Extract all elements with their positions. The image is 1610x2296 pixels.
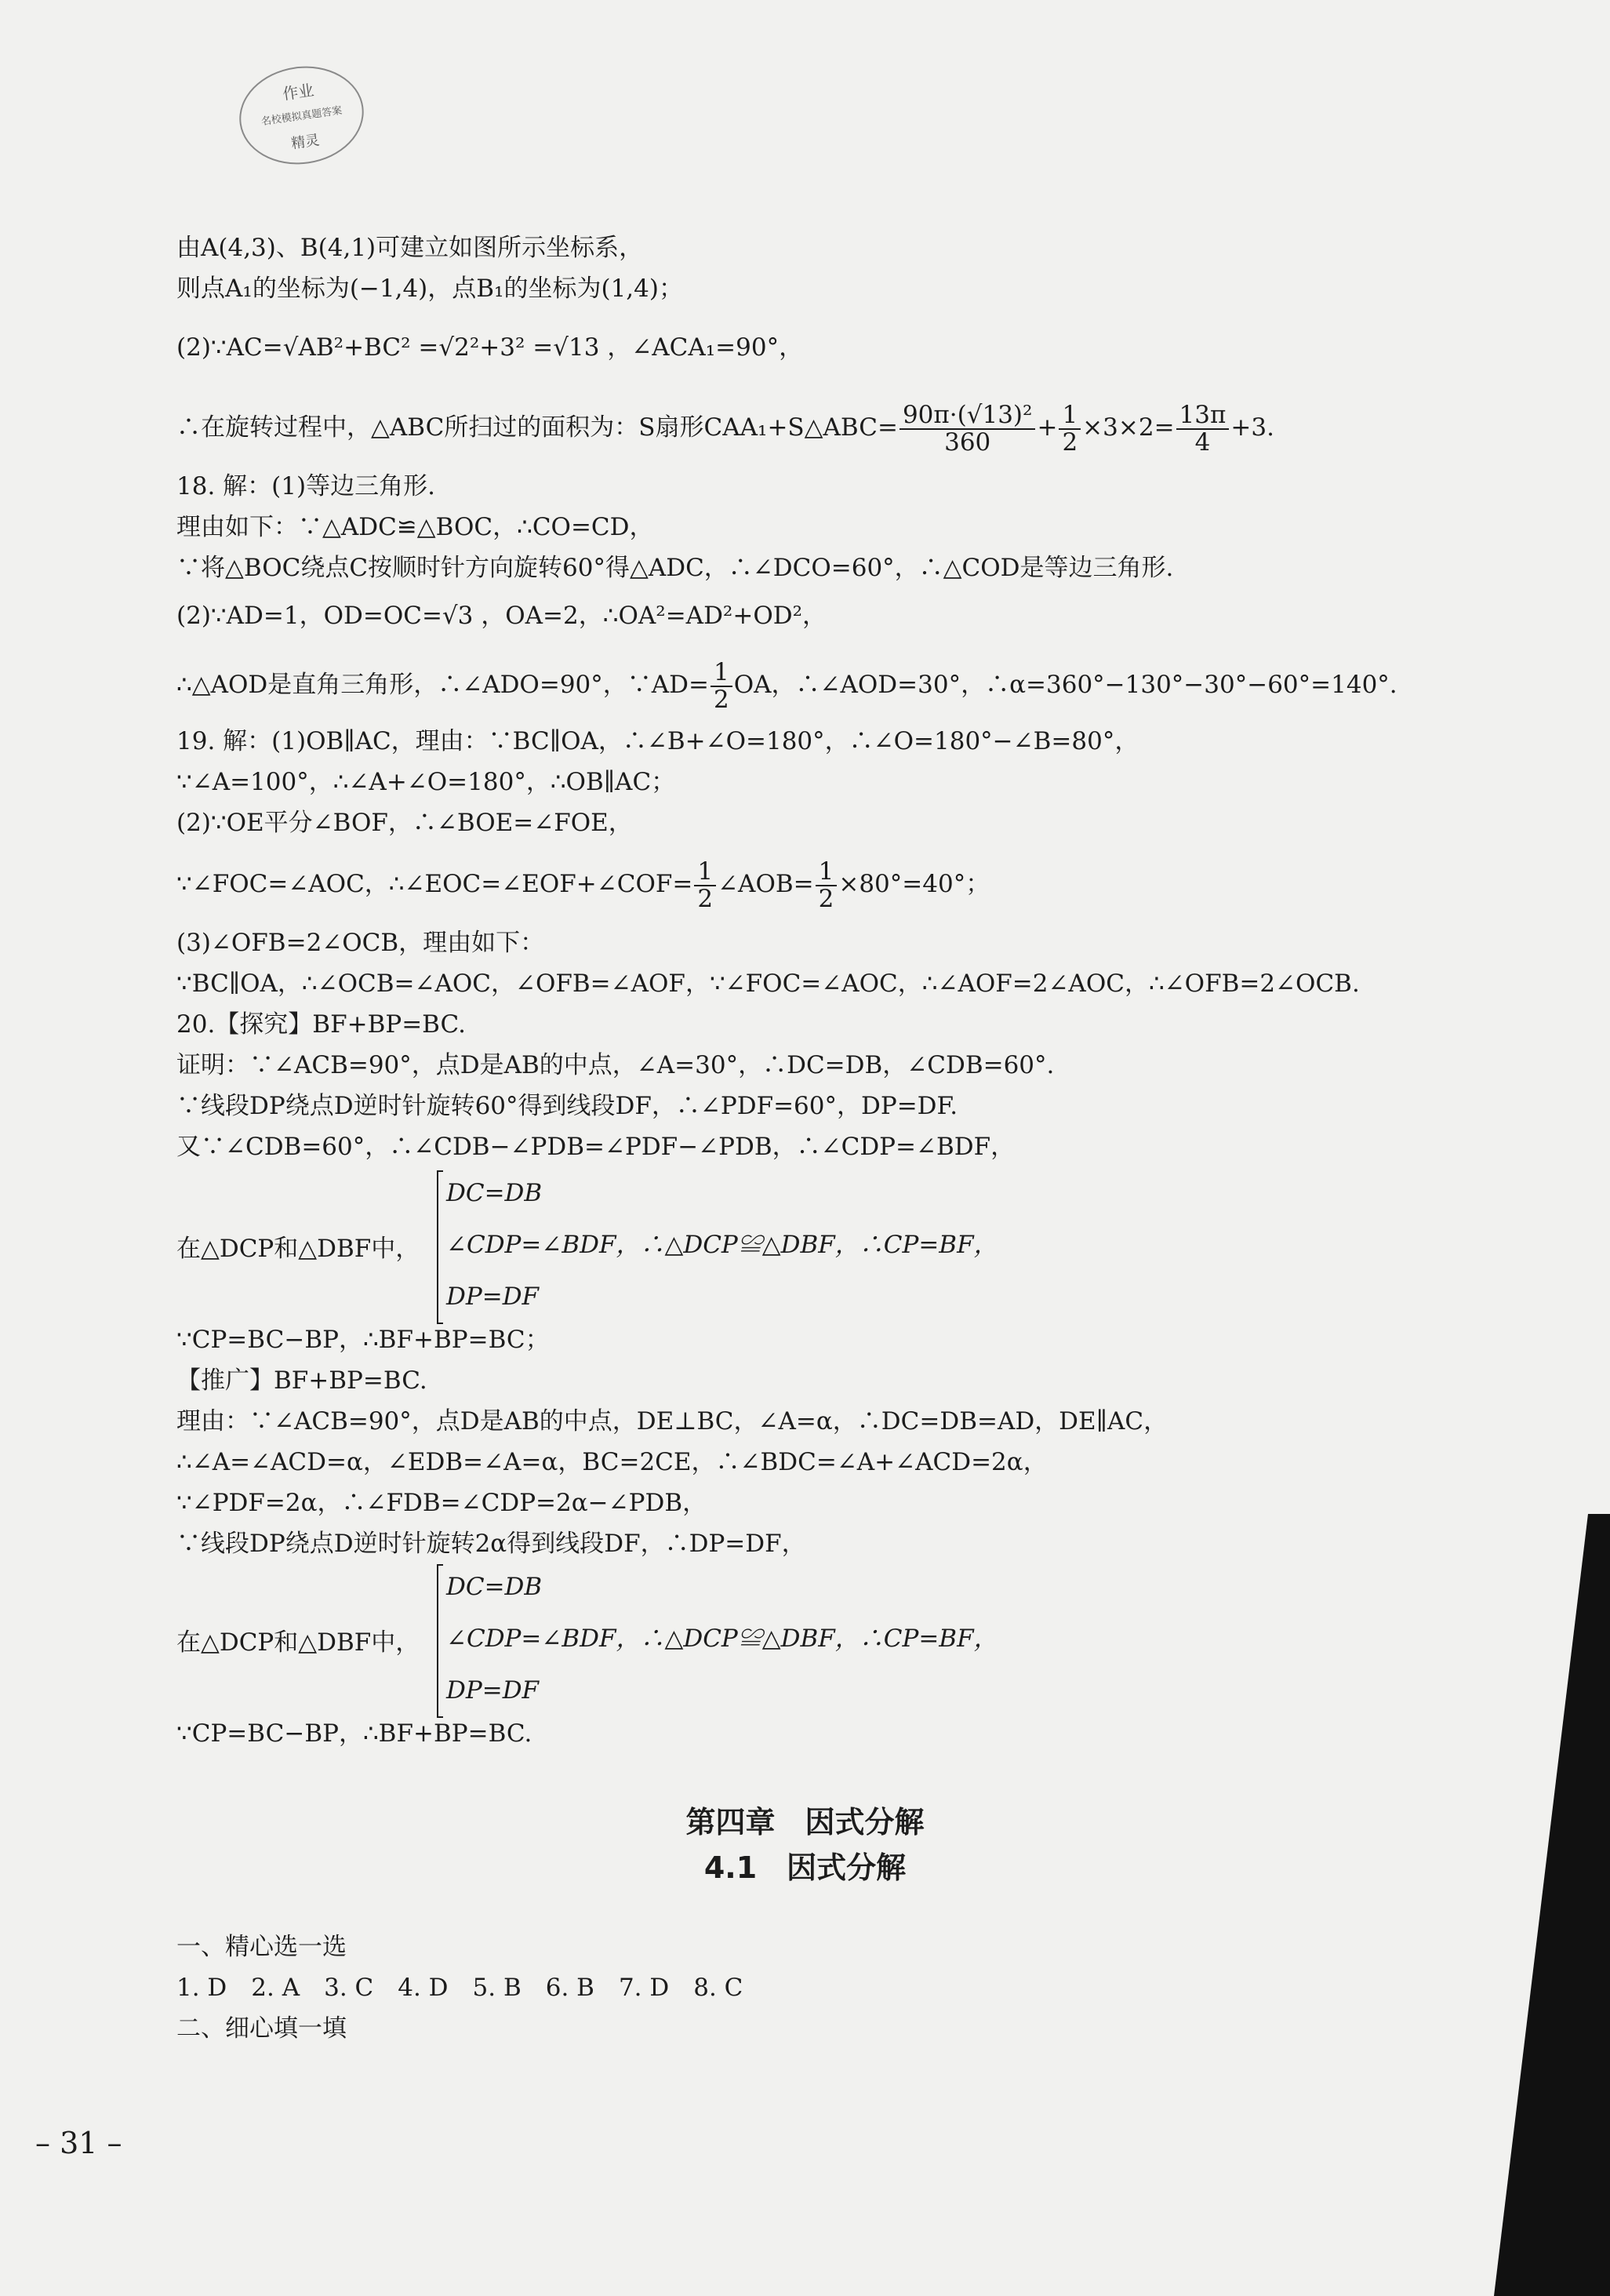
- fraction-denominator: 360: [944, 428, 991, 457]
- fraction-denominator: 2: [818, 884, 834, 913]
- system-row: DC=DB: [446, 1573, 543, 1601]
- text-line: 又∵∠CDB=60°，∴∠CDB−∠PDB=∠PDF−∠PDB，∴∠CDP=∠BDF，: [176, 1133, 1016, 1161]
- fraction-numerator: 13π: [1176, 402, 1230, 430]
- system-row: DP=DF: [446, 1283, 540, 1311]
- text-line: ∵∠A=100°，∴∠A+∠O=180°，∴OB∥AC；: [176, 768, 676, 796]
- text-line: (2)∵AD=1，OD=OC=√3 ，OA=2，∴OA²=AD²+OD²，: [176, 602, 827, 630]
- system-label: 在△DCP和△DBF中，: [176, 1628, 420, 1657]
- text-line: 证明：∵∠ACB=90°，点D是AB的中点，∠A=30°，∴DC=DB，∠CDB=60°.: [176, 1051, 1055, 1079]
- stamp-top-text: 作业: [281, 80, 315, 104]
- system-rows: [446, 1561, 998, 1716]
- formula-text: OA，∴∠AOD=30°，∴α=360°−130°−30°−60°=140°.: [733, 671, 1397, 699]
- text-line: 18. 解：(1)等边三角形.: [176, 472, 435, 500]
- fraction-numerator: 1: [694, 859, 716, 886]
- fraction-denominator: 4: [1194, 428, 1211, 457]
- formula-text: +3.: [1230, 413, 1274, 442]
- fraction-numerator: 1: [711, 660, 732, 687]
- fraction-denominator: 2: [714, 685, 729, 714]
- fraction: [1176, 402, 1230, 455]
- text-line: (3)∠OFB=2∠OCB，理由如下：: [176, 929, 545, 957]
- text-line: 19. 解：(1)OB∥AC，理由：∵BC∥OA，∴∠B+∠O=180°，∴∠O=180°−∠B=80°，: [176, 727, 1139, 755]
- text-line: ∴∠A=∠ACD=α，∠EDB=∠A=α，BC=2CE，∴∠BDC=∠A+∠ACD=2α，: [176, 1448, 1048, 1476]
- fraction-denominator: 2: [697, 884, 714, 913]
- text-line: 则点A₁的坐标为(−1,4)，点B₁的坐标为(1,4)；: [176, 275, 683, 303]
- formula-text: ∴△AOD是直角三角形，∴∠ADO=90°，∵AD=: [176, 671, 709, 699]
- fraction: [1059, 402, 1081, 455]
- formula-text: ×80°=40°；: [838, 870, 990, 898]
- exercise-part-heading: 一、精心选一选: [176, 1933, 347, 1961]
- text-line: ∵∠PDF=2α，∴∠FDB=∠CDP=2α−∠PDB，: [176, 1489, 707, 1517]
- formula-text: ×3×2=: [1082, 413, 1175, 442]
- text-line: ∵线段DP绕点D逆时针旋转2α得到线段DF，∴DP=DF，: [176, 1530, 806, 1558]
- text-line: (2)∵OE平分∠BOF，∴∠BOE=∠FOE，: [176, 809, 633, 837]
- text-line: 理由：∵∠ACB=90°，点D是AB的中点，DE⊥BC，∠A=α，∴DC=DB=AD，DE∥AC，: [176, 1407, 1168, 1435]
- text-line: ∵CP=BC−BP，∴BF+BP=BC.: [176, 1719, 532, 1748]
- text-line: (2)∵AC=√AB²+BC² =√2²+3² =√13 ，∠ACA₁=90°，: [176, 333, 804, 362]
- page-number: – 31 –: [35, 2126, 122, 2160]
- system-row: DC=DB: [446, 1179, 543, 1207]
- scan-edge-shadow: [1494, 1514, 1610, 2296]
- chapter-title: 第四章 因式分解: [685, 1805, 925, 1839]
- text-line: [176, 657, 1397, 712]
- exercise-part-heading: 二、细心填一填: [176, 2014, 347, 2043]
- fraction-numerator: 1: [1059, 402, 1081, 430]
- text-line: 由A(4,3)、B(4,1)可建立如图所示坐标系，: [176, 234, 644, 262]
- text-line: ∵BC∥OA，∴∠OCB=∠AOC，∠OFB=∠AOF，∵∠FOC=∠AOC，∴∠AOF=2∠AOC，∴∠OFB=2∠OCB.: [176, 970, 1360, 998]
- text-line: ∵线段DP绕点D逆时针旋转60°得到线段DF，∴∠PDF=60°，DP=DF.: [176, 1092, 958, 1120]
- text-line: 20.【探究】BF+BP=BC.: [176, 1010, 467, 1039]
- system-row: ∠CDP=∠BDF，∴△DCP≌△DBF，∴CP=BF，: [446, 1231, 998, 1259]
- text-line: 理由如下：∵△ADC≌△BOC，∴CO=CD，: [176, 513, 654, 541]
- section-title: 4.1 因式分解: [703, 1850, 907, 1885]
- formula-text: +: [1037, 413, 1058, 442]
- fraction-denominator: 2: [1062, 428, 1078, 457]
- watermark-stamp: [233, 59, 370, 173]
- stamp-middle-text: 名校模拟真题答案: [260, 104, 343, 129]
- fraction: [899, 402, 1036, 455]
- system-row: DP=DF: [446, 1676, 540, 1705]
- formula-text: ∴在旋转过程中，△ABC所扫过的面积为：S扇形CAA₁+S△ABC=: [176, 413, 898, 442]
- text-line: 【推广】BF+BP=BC.: [176, 1366, 427, 1395]
- formula-text: ∠AOB=: [718, 870, 814, 898]
- fraction: [816, 859, 838, 911]
- answer-key-line: 1. D 2. A 3. C 4. D 5. B 6. B 7. D 8. C: [176, 1974, 743, 2002]
- text-line: ∵CP=BC−BP，∴BF+BP=BC；: [176, 1326, 550, 1354]
- text-line: [176, 857, 990, 911]
- system-label: 在△DCP和△DBF中，: [176, 1235, 420, 1263]
- formula-text: ∵∠FOC=∠AOC，∴∠EOC=∠EOF+∠COF=: [176, 870, 693, 898]
- text-line: ∵将△BOC绕点C按顺时针方向旋转60°得△ADC，∴∠DCO=60°，∴△COD是等边三角形.: [176, 554, 1174, 582]
- system-rows: [446, 1167, 998, 1323]
- fraction: [694, 859, 716, 911]
- area-formula-line: [176, 400, 1274, 455]
- fraction-numerator: 1: [816, 859, 838, 886]
- fraction-numerator: 90π·(√13)²: [899, 402, 1036, 430]
- brace: [437, 1170, 443, 1324]
- brace: [437, 1564, 443, 1718]
- fraction: [711, 657, 732, 714]
- system-row: ∠CDP=∠BDF，∴△DCP≌△DBF，∴CP=BF，: [446, 1625, 998, 1653]
- stamp-bottom-text: 精灵: [290, 132, 321, 153]
